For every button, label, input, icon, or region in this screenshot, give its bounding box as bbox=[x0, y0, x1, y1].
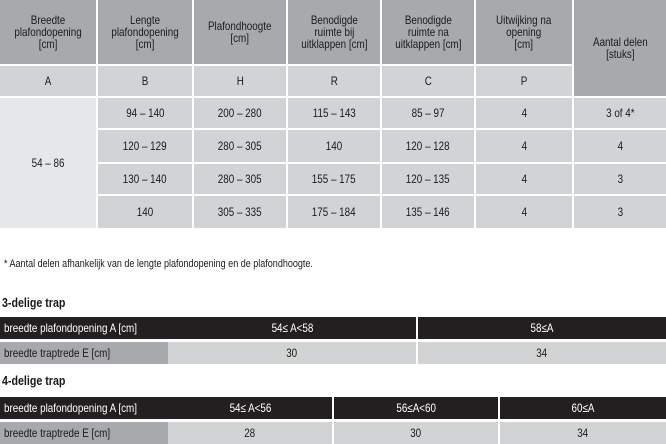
code-c: C bbox=[382, 66, 474, 96]
cell-space-unfolding: 155 – 175 bbox=[288, 164, 380, 194]
cell-height: 280 – 305 bbox=[194, 130, 286, 162]
header-space-unfolded: Benodigde ruimte na uitklappen [cm] bbox=[382, 0, 474, 64]
four-part-tread-row bbox=[0, 422, 666, 444]
three-part-width-row bbox=[0, 317, 666, 339]
width-range-cell: 54 – 86 bbox=[0, 98, 96, 228]
row-label: breedte traptrede E [cm] bbox=[0, 342, 170, 364]
code-a: A bbox=[0, 66, 96, 96]
section-title-4-part: 4-delige trap bbox=[2, 373, 66, 388]
cell-height: 305 – 335 bbox=[194, 196, 286, 228]
tread-width-cell: 30 bbox=[168, 342, 416, 364]
cell-space-unfolded: 120 – 135 bbox=[382, 164, 474, 194]
cell-space-unfolded: 135 – 146 bbox=[382, 196, 474, 228]
cell-offset: 4 bbox=[476, 98, 572, 128]
header-length: Lengte plafondopening [cm] bbox=[98, 0, 192, 64]
header-space-unfolding: Benodigde ruimte bij uitklappen [cm] bbox=[288, 0, 380, 64]
code-r: R bbox=[288, 66, 380, 96]
cell-offset: 4 bbox=[476, 130, 572, 162]
range-cell: 56≤A<60 bbox=[334, 397, 498, 419]
code-p: P bbox=[476, 66, 572, 96]
cell-length: 130 – 140 bbox=[98, 164, 192, 194]
cell-height: 280 – 305 bbox=[194, 164, 286, 194]
three-part-tread-row bbox=[0, 342, 666, 364]
cell-parts: 4 bbox=[574, 130, 666, 162]
cell-length: 140 bbox=[98, 196, 192, 228]
cell-offset: 4 bbox=[476, 164, 572, 194]
code-b: B bbox=[98, 66, 192, 96]
range-cell: 60≤A bbox=[500, 397, 666, 419]
header-offset: Uitwijking na opening [cm] bbox=[476, 0, 572, 64]
header-parts-count: Aantal delen [stuks] bbox=[574, 0, 666, 96]
cell-parts: 3 bbox=[574, 164, 666, 194]
cell-space-unfolded: 120 – 128 bbox=[382, 130, 474, 162]
row-label: breedte traptrede E [cm] bbox=[0, 422, 170, 444]
code-h: H bbox=[194, 66, 286, 96]
cell-offset: 4 bbox=[476, 196, 572, 228]
row-label: breedte plafondopening A [cm] bbox=[0, 317, 170, 339]
cell-space-unfolding: 115 – 143 bbox=[288, 98, 380, 128]
footnote: * Aantal delen afhankelijk van de lengte plafondopening en de plafondhoogte. bbox=[4, 258, 313, 270]
cell-space-unfolding: 175 – 184 bbox=[288, 196, 380, 228]
tread-width-cell: 30 bbox=[334, 422, 498, 444]
cell-parts: 3 of 4* bbox=[574, 98, 666, 128]
cell-space-unfolded: 85 – 97 bbox=[382, 98, 474, 128]
range-cell: 54≤ A<56 bbox=[168, 397, 332, 419]
cell-height: 200 – 280 bbox=[194, 98, 286, 128]
tread-width-cell: 28 bbox=[168, 422, 332, 444]
cell-length: 120 – 129 bbox=[98, 130, 192, 162]
header-width: Breedte plafondopening [cm] bbox=[0, 0, 96, 64]
four-part-width-row bbox=[0, 397, 666, 419]
range-cell: 58≤A bbox=[418, 317, 666, 339]
tread-width-cell: 34 bbox=[418, 342, 666, 364]
tread-width-cell: 34 bbox=[500, 422, 666, 444]
cell-length: 94 – 140 bbox=[98, 98, 192, 128]
header-ceiling-height: Plafondhoogte [cm] bbox=[194, 0, 286, 64]
range-cell: 54≤ A<58 bbox=[168, 317, 416, 339]
cell-parts: 3 bbox=[574, 196, 666, 228]
section-title-3-part: 3-delige trap bbox=[2, 295, 66, 310]
row-label: breedte plafondopening A [cm] bbox=[0, 397, 170, 419]
cell-space-unfolding: 140 bbox=[288, 130, 380, 162]
